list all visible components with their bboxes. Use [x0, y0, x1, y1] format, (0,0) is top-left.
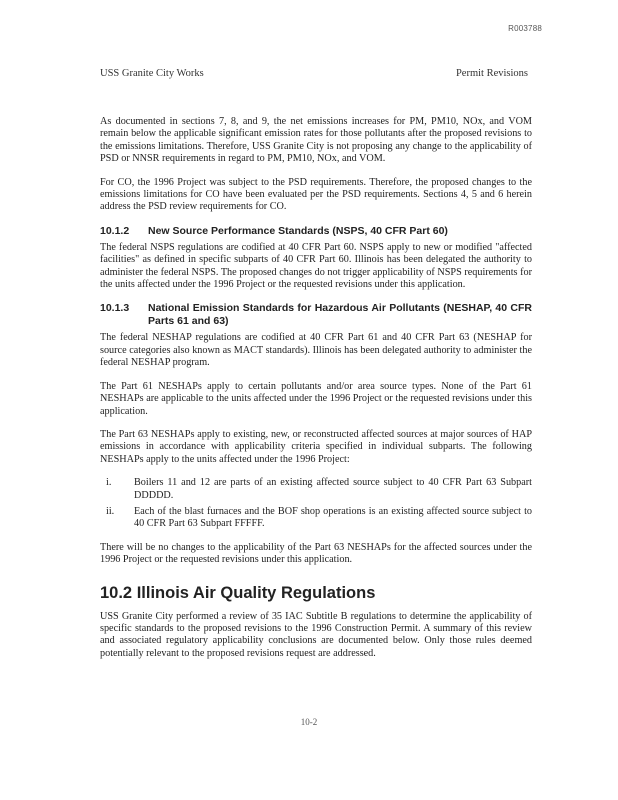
paragraph: The federal NSPS regulations are codified at 40 CFR Part 60. NSPS apply to new or modified "affected facilities" as defined in specific subparts of 40 CFR Part 60. Illinois has been delegated the authority to administer the federal NSPS. The proposed changes do not trigger applicability of NSPS requirements for the units affected under the 1996 Project or the requested revisions under this application.	[100, 241, 532, 291]
section-title: National Emission Standards for Hazardous Air Pollutants (NESHAP, 40 CFR Parts 61 and 63)	[148, 302, 532, 328]
paragraph: USS Granite City performed a review of 35 IAC Subtitle B regulations to determine the applicability of specific standards to the proposed revisions to the 1996 Construction Permit. A summary of this review and associated regulatory applicability conclusions are documented below. Only those rules deemed potentially relevant to the proposed revisions request are addressed.	[100, 610, 532, 659]
section-heading-nsps	[100, 225, 532, 238]
paragraph: For CO, the 1996 Project was subject to the PSD requirements. Therefore, the proposed changes to the emissions limitations for CO have been evaluated per the PSD requirements. Sections 4, 5 and 6 herein address the PSD review requirements for CO.	[100, 176, 532, 213]
applicable-neshap-list	[100, 477, 532, 531]
list-item	[100, 506, 532, 531]
header-left: USS Granite City Works	[100, 68, 204, 79]
section-heading-neshap	[100, 302, 532, 328]
paragraph: The federal NESHAP regulations are codified at 40 CFR Part 61 and 40 CFR Part 63 (NESHAP for source categories also known as MACT standards). Illinois has been delegated authority to administer the federal NESHAP program.	[100, 332, 532, 369]
header-right: Permit Revisions	[455, 68, 528, 79]
paragraph: The Part 61 NESHAPs apply to certain pollutants and/or area source types. None of the Part 61 NESHAPs are applicable to the units affected under the 1996 Project or the requested revisions under this application.	[100, 380, 532, 417]
paragraph: As documented in sections 7, 8, and 9, the net emissions increases for PM, PM10, NOx, and VOM remain below the applicable significant emission rates for those pollutants after the proposed revisions to the emissions limitations. Therefore, USS Granite City is not proposing any change to the applicability of PSD or NNSR requirements in regard to PM, PM10, NOx, and VOM.	[100, 116, 532, 165]
list-marker: ii.	[106, 505, 115, 517]
list-item	[100, 477, 532, 502]
page-header	[100, 68, 528, 79]
document-id: R003788	[508, 24, 542, 33]
list-marker: i.	[106, 477, 112, 489]
list-item-text: Each of the blast furnaces and the BOF shop operations is an existing affected source subject to 40 CFR Part 63 Subpart FFFFF.	[134, 505, 532, 530]
section-number: 10.1.3	[100, 302, 130, 315]
section-number: 10.1.2	[100, 224, 130, 237]
paragraph: The Part 63 NESHAPs apply to existing, new, or reconstructed affected sources at major sources of HAP emissions in accordance with applicability criteria specified in individual subparts. The following NESHAPs apply to the units affected under the 1996 Project:	[100, 428, 532, 465]
paragraph: There will be no changes to the applicability of the Part 63 NESHAPs for the affected sources under the 1996 Project or the requested revisions under this application.	[100, 541, 532, 566]
list-item-text: Boilers 11 and 12 are parts of an existing affected source subject to 40 CFR Part 63 Subpart DDDDD.	[134, 477, 532, 501]
section-heading-illinois: 10.2 Illinois Air Quality Regulations	[100, 583, 376, 602]
section-title: New Source Performance Standards (NSPS, 40 CFR Part 60)	[148, 224, 448, 237]
page-number: 10-2	[300, 717, 318, 727]
page-content	[100, 116, 532, 671]
